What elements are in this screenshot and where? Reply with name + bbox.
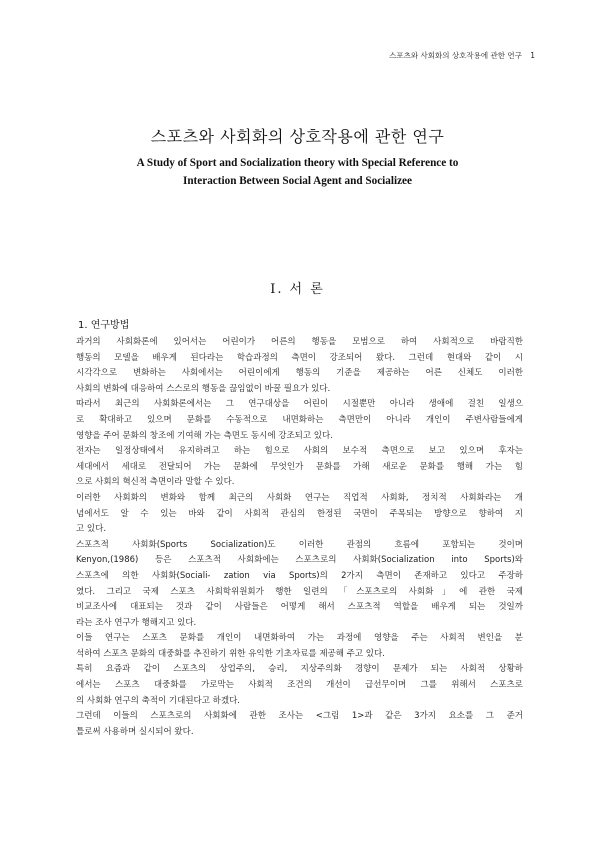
- english-title-line-2: Interaction Between Social Agent and Socializee: [182, 175, 412, 187]
- body-line: 라는 조사 연구가 행해지고 있다.: [76, 617, 197, 628]
- body-line: 이들 연구는 스포츠 문화를 개인이 내면화하여 가는 과정에 영향을 주는 사회적 변인을 분: [76, 633, 523, 644]
- body-line: Kenyon,(1986) 등은 스포츠적 사회화에는 스포츠로의 사회화(Socialization into Sports)와: [76, 555, 523, 566]
- body-line: 스포츠에 의한 사회화(Sociali- zation via Sports)의 2가지 측면이 존재하고 있다고 주장하: [76, 570, 523, 581]
- section-heading: [0, 278, 595, 297]
- page-number: 1: [530, 51, 535, 60]
- body-line: 고 있다.: [76, 524, 107, 535]
- body-line: 비교조사에 대표되는 것과 같이 사람들은 어떻게 해서 스포츠적 역할을 배우게 되는 것일까: [76, 602, 523, 613]
- body-line: 으로 사회의 혁신적 측면이라 말할 수 있다.: [76, 477, 235, 488]
- body-line: 에서는 스포츠 대중화를 가로막는 사회적 조건의 개선이 급선무이며 그를 위해서 스포츠로: [76, 680, 523, 691]
- korean-title: 스포츠와 사회화의 상호작용에 관한 연구: [150, 127, 445, 146]
- body-line: 특히 요즘과 같이 스포츠의 상업주의, 승리, 지상주의화 경향이 문제가 되는 사회적 상황하: [76, 664, 523, 675]
- english-title-line-1: A Study of Sport and Socialization theory with Special Reference to: [136, 157, 459, 169]
- body-line: 의 사회화 연구의 축적이 기대된다고 하겠다.: [76, 695, 241, 706]
- body-line: 전자는 일정상태에서 유지하려고 하는 힘으로 사회의 보수적 측면으로 보고 있으며 후자는: [76, 446, 523, 457]
- body-line: 사회의 변화에 대응하여 스스로의 행동을 끊임없이 바꿀 필요가 있다.: [76, 383, 331, 394]
- body-line: 행동의 모델을 배우게 된다라는 학습과정의 측면이 강조되어 왔다. 그런데 현대와 같이 시: [76, 352, 523, 363]
- section-title-text: 서 론: [289, 282, 325, 297]
- body-text: [76, 335, 523, 740]
- body-line: 따라서 최근의 사회화론에서는 그 연구대상을 어린이 시절뿐만 아니라 생애에 걸친 일생으: [76, 399, 523, 410]
- body-line: 로 확대하고 있으며 문화를 수동적으로 내면화하는 측면만이 아니라 개인이 주변사람들에게: [76, 414, 523, 425]
- subsection-heading: 1. 연구방법: [78, 320, 130, 331]
- body-line: 스포츠적 사회화(Sports Socialization)도 이러한 관점의 흐름에 포함되는 것이며: [76, 539, 523, 550]
- body-line: 시각각으로 변화하는 사회에서는 어린이에게 행동의 기준을 제공하는 어른 신체도 이러한: [76, 368, 523, 379]
- body-line: 그런데 이들의 스포츠로의 사회화에 관한 조사는 <그림 1>과 같은 3가지 요소를 그 준거: [76, 711, 523, 722]
- body-line: 였다. 그리고 국제 스포츠 사회학위원회가 행한 일련의 「스포츠로의 사회화」에 관한 국제: [76, 586, 523, 597]
- body-line: 영향을 주어 문화의 창조에 기여해 가는 측면도 동시에 강조되고 있다.: [76, 430, 333, 441]
- body-line: 과거의 사회화론에 있어서는 어린이가 어른의 행동을 모범으로 하여 사회적으로 바람직한: [76, 337, 523, 347]
- body-line: 석하여 스포츠 문화의 대중화를 추진하기 위한 유익한 기초자료를 제공해 주고 있다.: [76, 648, 385, 659]
- body-line: 념에서도 알 수 있는 바와 같이 사회적 관심의 한정된 국면이 주목되는 방향으로 향하여 지: [76, 508, 523, 519]
- body-line: 틀로써 사용하며 실시되어 왔다.: [76, 726, 194, 737]
- running-header: [389, 50, 535, 61]
- section-number: Ⅰ.: [270, 282, 284, 297]
- body-line: 이러한 사회화의 변화와 함께 최근의 사회화 연구는 직업적 사회화, 정치적 사회화라는 개: [76, 492, 523, 503]
- english-title: [60, 154, 535, 190]
- body-line: 세대에서 세대로 전달되어 가는 문화에 무엇인가 문화를 가해 새로운 문화를 행해 가는 힘: [76, 461, 523, 472]
- running-title: 스포츠와 사회화의 상호작용에 관한 연구: [389, 51, 522, 60]
